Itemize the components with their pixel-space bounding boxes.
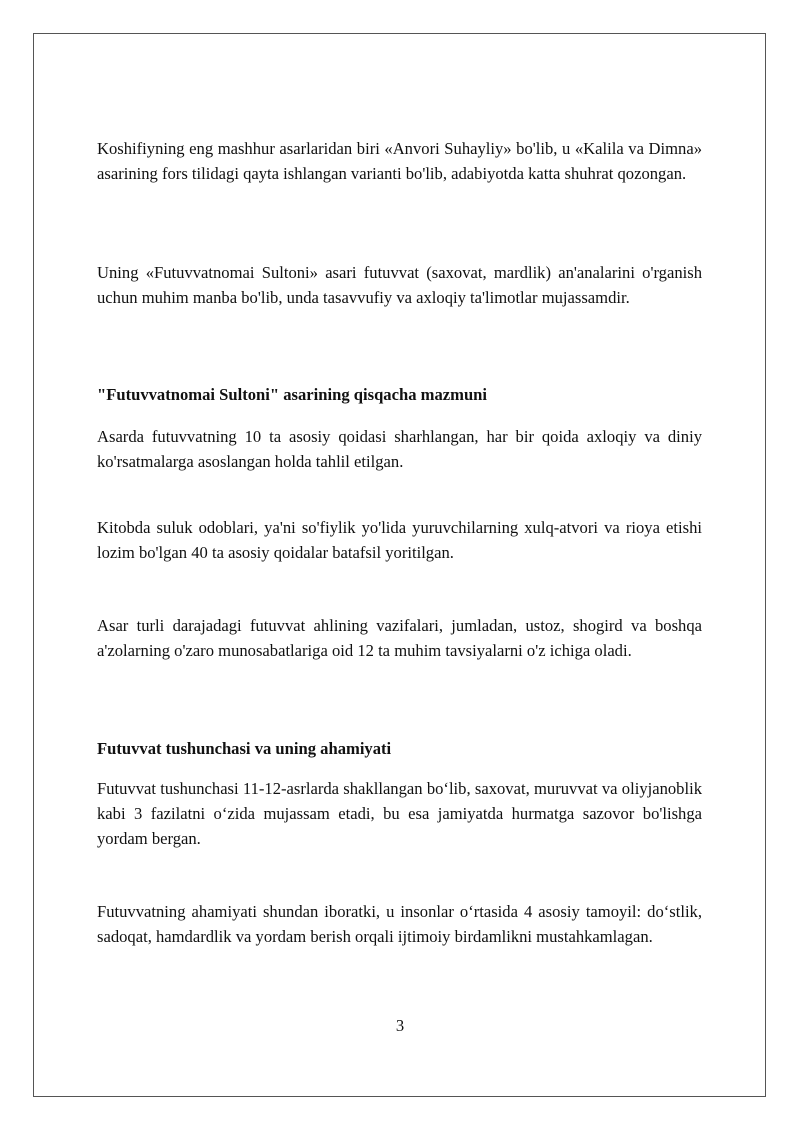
paragraph-futuvvatnomai-sultoni: Uning «Futuvvatnomai Sultoni» asari futuvvat (saxovat, mardlik) an'analarini o'rganish uchun muhim manba bo'lib, unda tasavvufiy va axloqiy ta'limotlar mujassamdir.: [97, 263, 702, 307]
paragraph-ten-rules: Asarda futuvvatning 10 ta asosiy qoidasi sharhlangan, har bir qoida axloqiy va diniy ko'rsatmalarga asoslangan holda tahlil etilgan.: [97, 427, 702, 471]
page-number: 3: [395, 1016, 405, 1035]
paragraph-futuvvat-duties: Asar turli darajadagi futuvvat ahlining vazifalari, jumladan, ustoz, shogird va boshqa a'zolarning o'zaro munosabatlariga oid 12 ta muhim tavsiyalarni o'z ichiga oladi.: [97, 616, 702, 660]
heading-summary: "Futuvvatnomai Sultoni" asarining qisqacha mazmuni: [97, 385, 488, 404]
paragraph-futuvvat-importance: Futuvvatning ahamiyati shundan iboratki, u insonlar o‘rtasida 4 asosiy tamoyil: do‘stlik, sadoqat, hamdardlik va yordam berish orqali ijtimoiy birdamlikni mustahkamlagan.: [97, 902, 702, 946]
paragraph-suluk-rules: Kitobda suluk odoblari, ya'ni so'fiylik yo'lida yuruvchilarning xulq-atvori va rioya etishi lozim bo'lgan 40 ta asosiy qoidalar batafsil yoritilgan.: [97, 518, 702, 562]
heading-futuvvat-concept: Futuvvat tushunchasi va uning ahamiyati: [97, 739, 392, 758]
paragraph-futuvvat-definition: Futuvvat tushunchasi 11-12-asrlarda shakllangan bo‘lib, saxovat, muruvvat va oliyjanoblik kabi 3 fazilatni o‘zida mujassam etadi, bu esa jamiyatda hurmatga sazovor bo'lishga yordam bergan.: [97, 779, 702, 848]
paragraph-anvori-suhayliy: Koshifiyning eng mashhur asarlaridan biri «Anvori Suhayliy» bo'lib, u «Kalila va Dimna» asarining fors tilidagi qayta ishlangan varianti bo'lib, adabiyotda katta shuhrat qozongan.: [97, 139, 702, 183]
